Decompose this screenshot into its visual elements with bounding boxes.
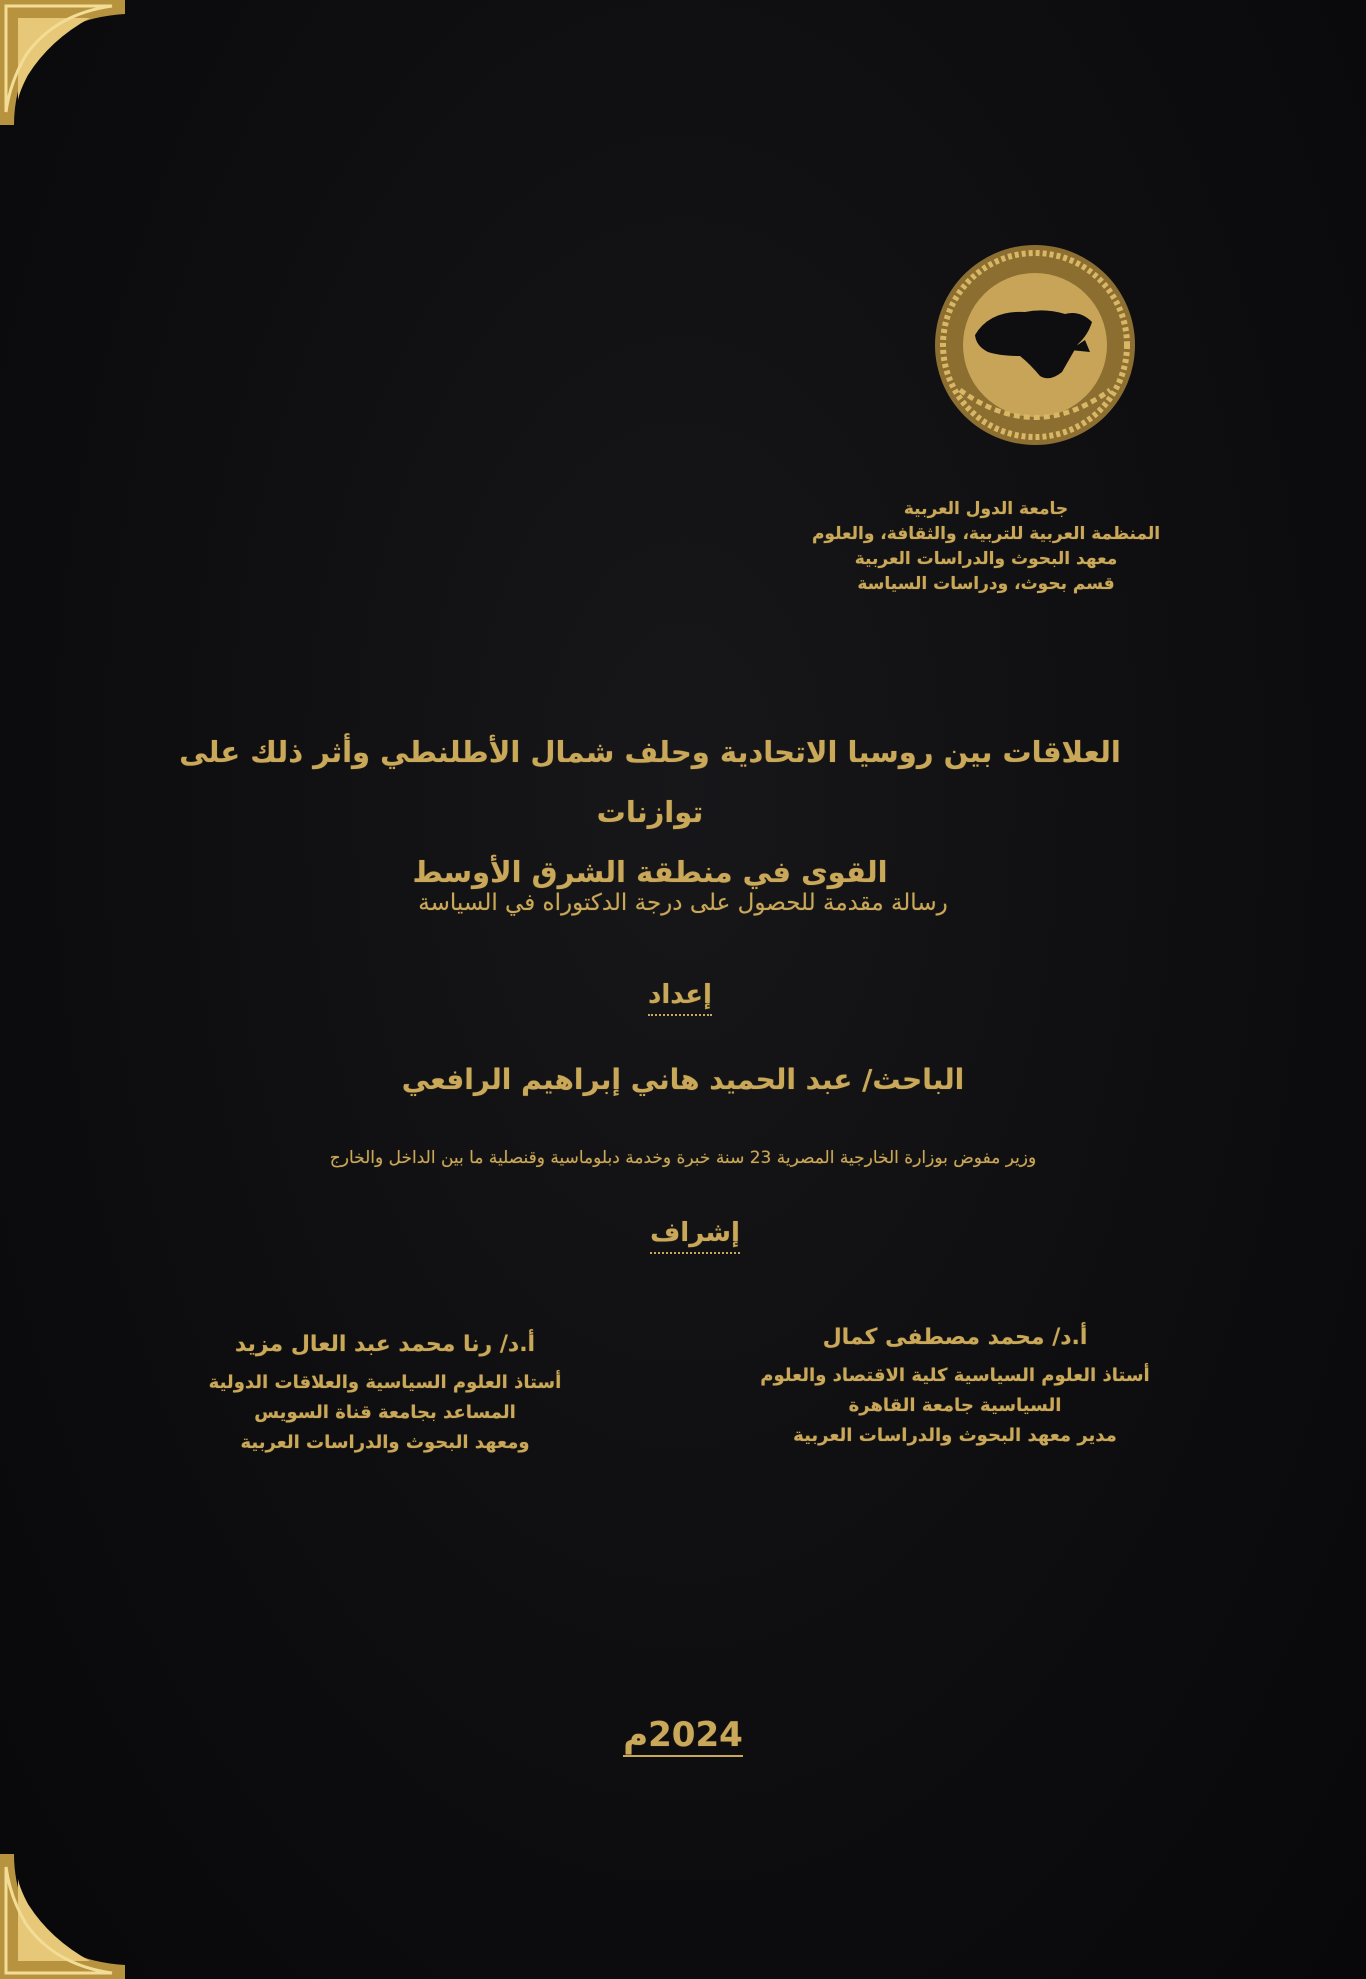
supervisor-title-line: مدير معهد البحوث والدراسات العربية — [793, 1425, 1117, 1446]
supervisor-title-line: ومعهد البحوث والدراسات العربية — [240, 1432, 530, 1453]
preparation-heading — [480, 980, 880, 1010]
organization-line: قسم بحوث، ودراسات السياسة — [857, 574, 1115, 594]
thesis-title — [150, 722, 1150, 902]
supervisor-title-line: السياسية جامعة القاهرة — [848, 1395, 1062, 1416]
organization-block — [786, 497, 1186, 597]
corner-protector-icon — [0, 1849, 130, 1979]
researcher-name: الباحث/ عبد الحميد هاني إبراهيم الرافعي — [401, 1063, 965, 1096]
supervisor-title-line: أستاذ العلوم السياسية والعلاقات الدولية — [208, 1372, 562, 1393]
supervisor-title-line: أستاذ العلوم السياسية كلية الاقتصاد والعلوم — [760, 1365, 1150, 1386]
publication-year-text: 2024م — [623, 1715, 743, 1755]
preparation-heading-text: إعداد — [648, 980, 712, 1016]
organization-line: جامعة الدول العربية — [903, 499, 1069, 519]
supervisor-card — [175, 1330, 595, 1458]
thesis-title-line: العلاقات بين روسيا الاتحادية وحلف شمال الأطلنطي وأثر ذلك على توازنات — [179, 735, 1121, 829]
supervision-heading — [495, 1218, 895, 1248]
supervisor-card — [745, 1323, 1165, 1451]
researcher-description: وزير مفوض بوزارة الخارجية المصرية 23 سنة خبرة وخدمة دبلوماسية وقنصلية ما بين الداخل والخارج — [329, 1148, 1037, 1168]
thesis-title-line: القوى في منطقة الشرق الأوسط — [412, 855, 888, 889]
organization-line: المنظمة العربية للتربية، والثقافة، والعلوم — [811, 524, 1161, 544]
supervision-heading-text: إشراف — [650, 1218, 740, 1254]
publication-year — [583, 1715, 783, 1755]
corner-protector-icon — [0, 0, 130, 130]
supervisor-name: أ.د/ محمد مصطفى كمال — [822, 1325, 1088, 1350]
supervisor-title-line: المساعد بجامعة قناة السويس — [254, 1402, 516, 1423]
supervisor-name: أ.د/ رنا محمد عبد العال مزيد — [234, 1332, 536, 1357]
arab-league-emblem-icon — [930, 240, 1140, 450]
thesis-subtitle: رسالة مقدمة للحصول على درجة الدكتوراه في السياسة — [418, 890, 948, 916]
organization-line: معهد البحوث والدراسات العربية — [854, 549, 1118, 569]
